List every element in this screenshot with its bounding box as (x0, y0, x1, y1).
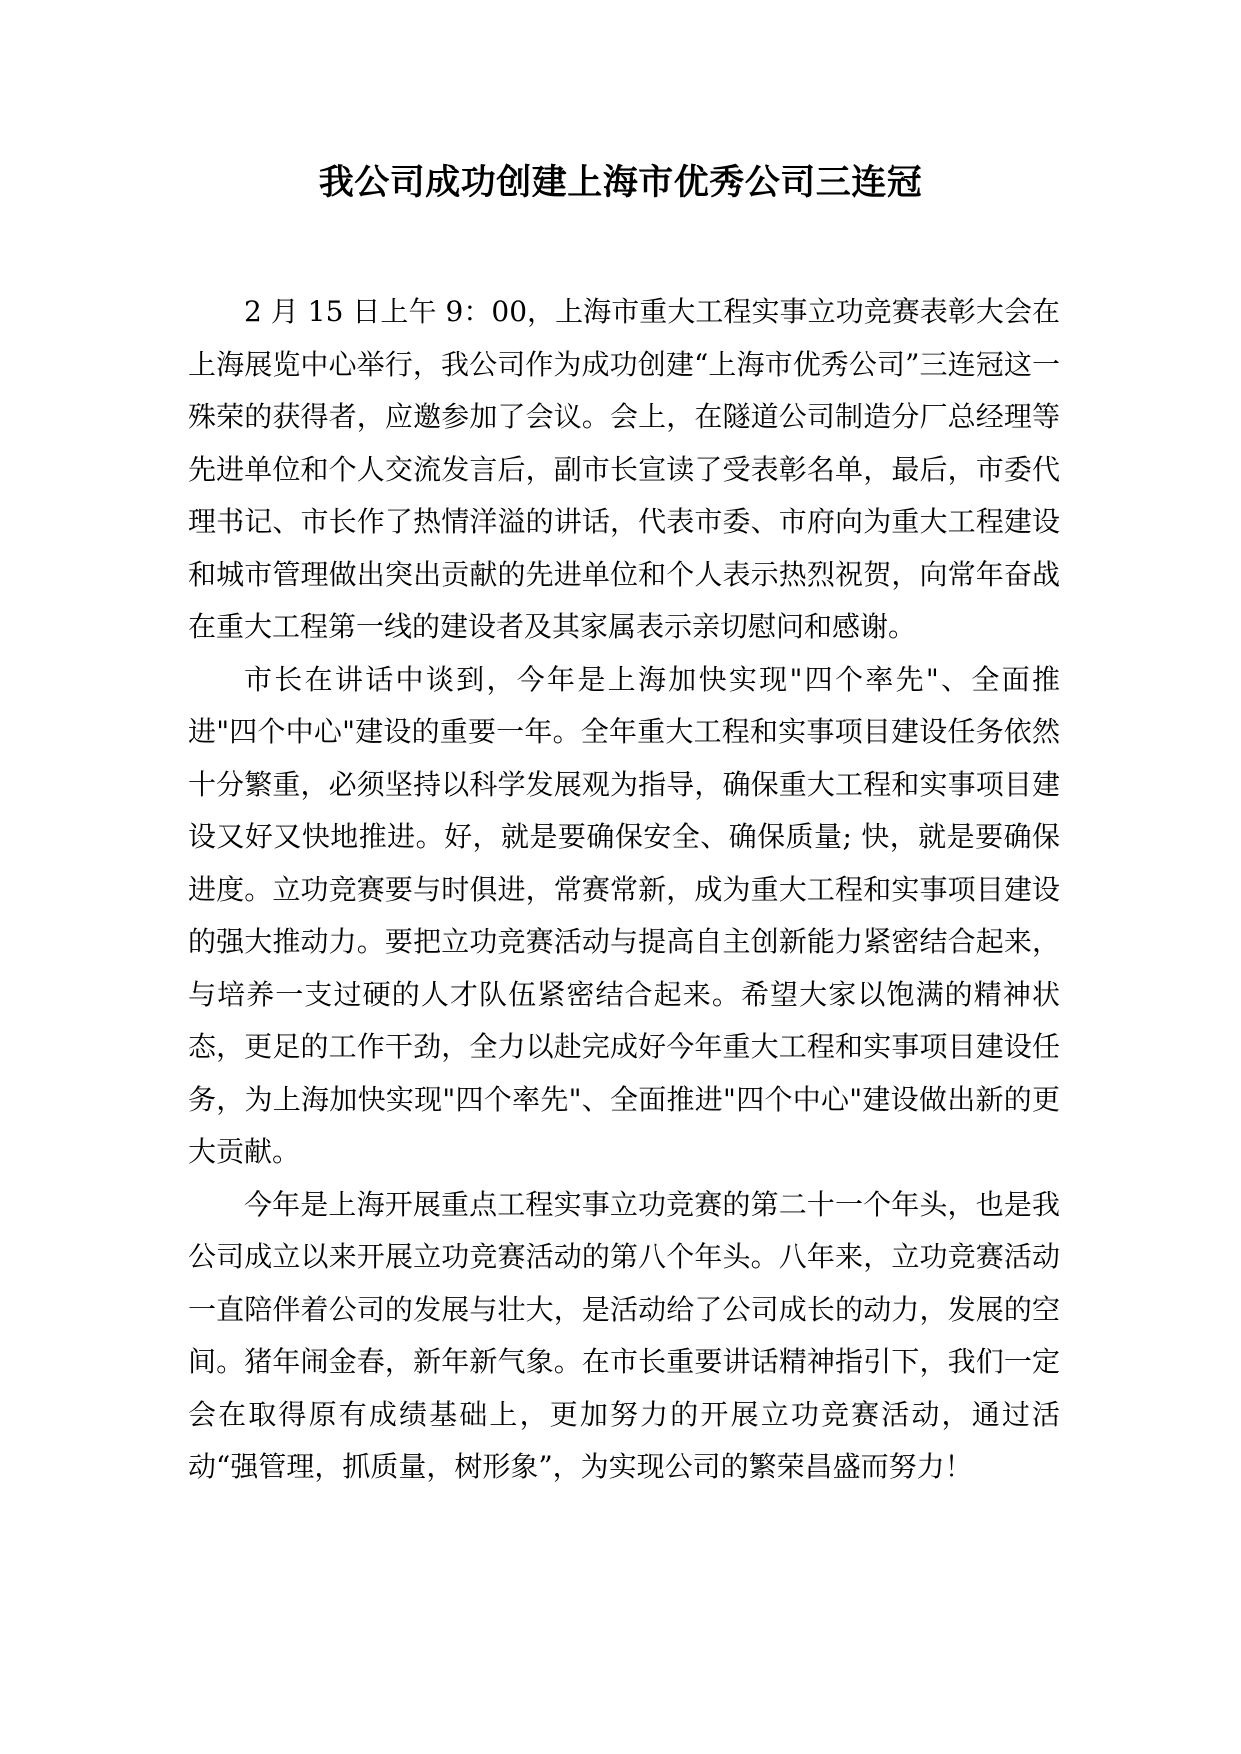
paragraph-1: 2 月 15 日上午 9：00，上海市重大工程实事立功竞赛表彰大会在上海展览中心举行，我公司作为成功创建“上海市优秀公司”三连冠这一殊荣的获得者，应邀参加了会议。会上，在隧道公司制造分厂总经理等先进单位和个人交流发言后，副市长宣读了受表彰名单，最后，市委代理书记、市长作了热情洋溢的讲话，代表市委、市府向为重大工程建设和城市管理做出突出贡献的先进单位和个人表示热烈祝贺，向常年奋战在重大工程第一线的建设者及其家属表示亲切慰问和感谢。 (188, 295, 1060, 643)
paragraph-2: 市长在讲话中谈到，今年是上海加快实现"四个率先"、全面推进"四个中心"建设的重要一年。全年重大工程和实事项目建设任务依然十分繁重，必须坚持以科学发展观为指导，确保重大工程和实事项目建设又好又快地推进。好，就是要确保安全、确保质量; 快，就是要确保进度。立功竞赛要与时俱进，常赛常新，成为重大工程和实事项目建设的强大推动力。要把立功竞赛活动与提高自主创新能力紧密结合起来，与培养一支过硬的人才队伍紧密结合起来。希望大家以饱满的精神状态，更足的工作干劲，全力以赴完成好今年重大工程和实事项目建设任务，为上海加快实现"四个率先"、全面推进"四个中心"建设做出新的更大贡献。 (188, 662, 1060, 1168)
document-body (188, 286, 1060, 1494)
paragraph-3: 今年是上海开展重点工程实事立功竞赛的第二十一个年头，也是我公司成立以来开展立功竞赛活动的第八个年头。八年来，立功竞赛活动一直陪伴着公司的发展与壮大，是活动给了公司成长的动力，发展的空间。猪年闹金春，新年新气象。在市长重要讲话精神指引下，我们一定会在取得原有成绩基础上，更加努力的开展立功竞赛活动，通过活动“强管理，抓质量，树形象”，为实现公司的繁荣昌盛而努力！ (188, 1187, 1060, 1483)
document-title: 我公司成功创建上海市优秀公司三连冠 (318, 163, 923, 203)
